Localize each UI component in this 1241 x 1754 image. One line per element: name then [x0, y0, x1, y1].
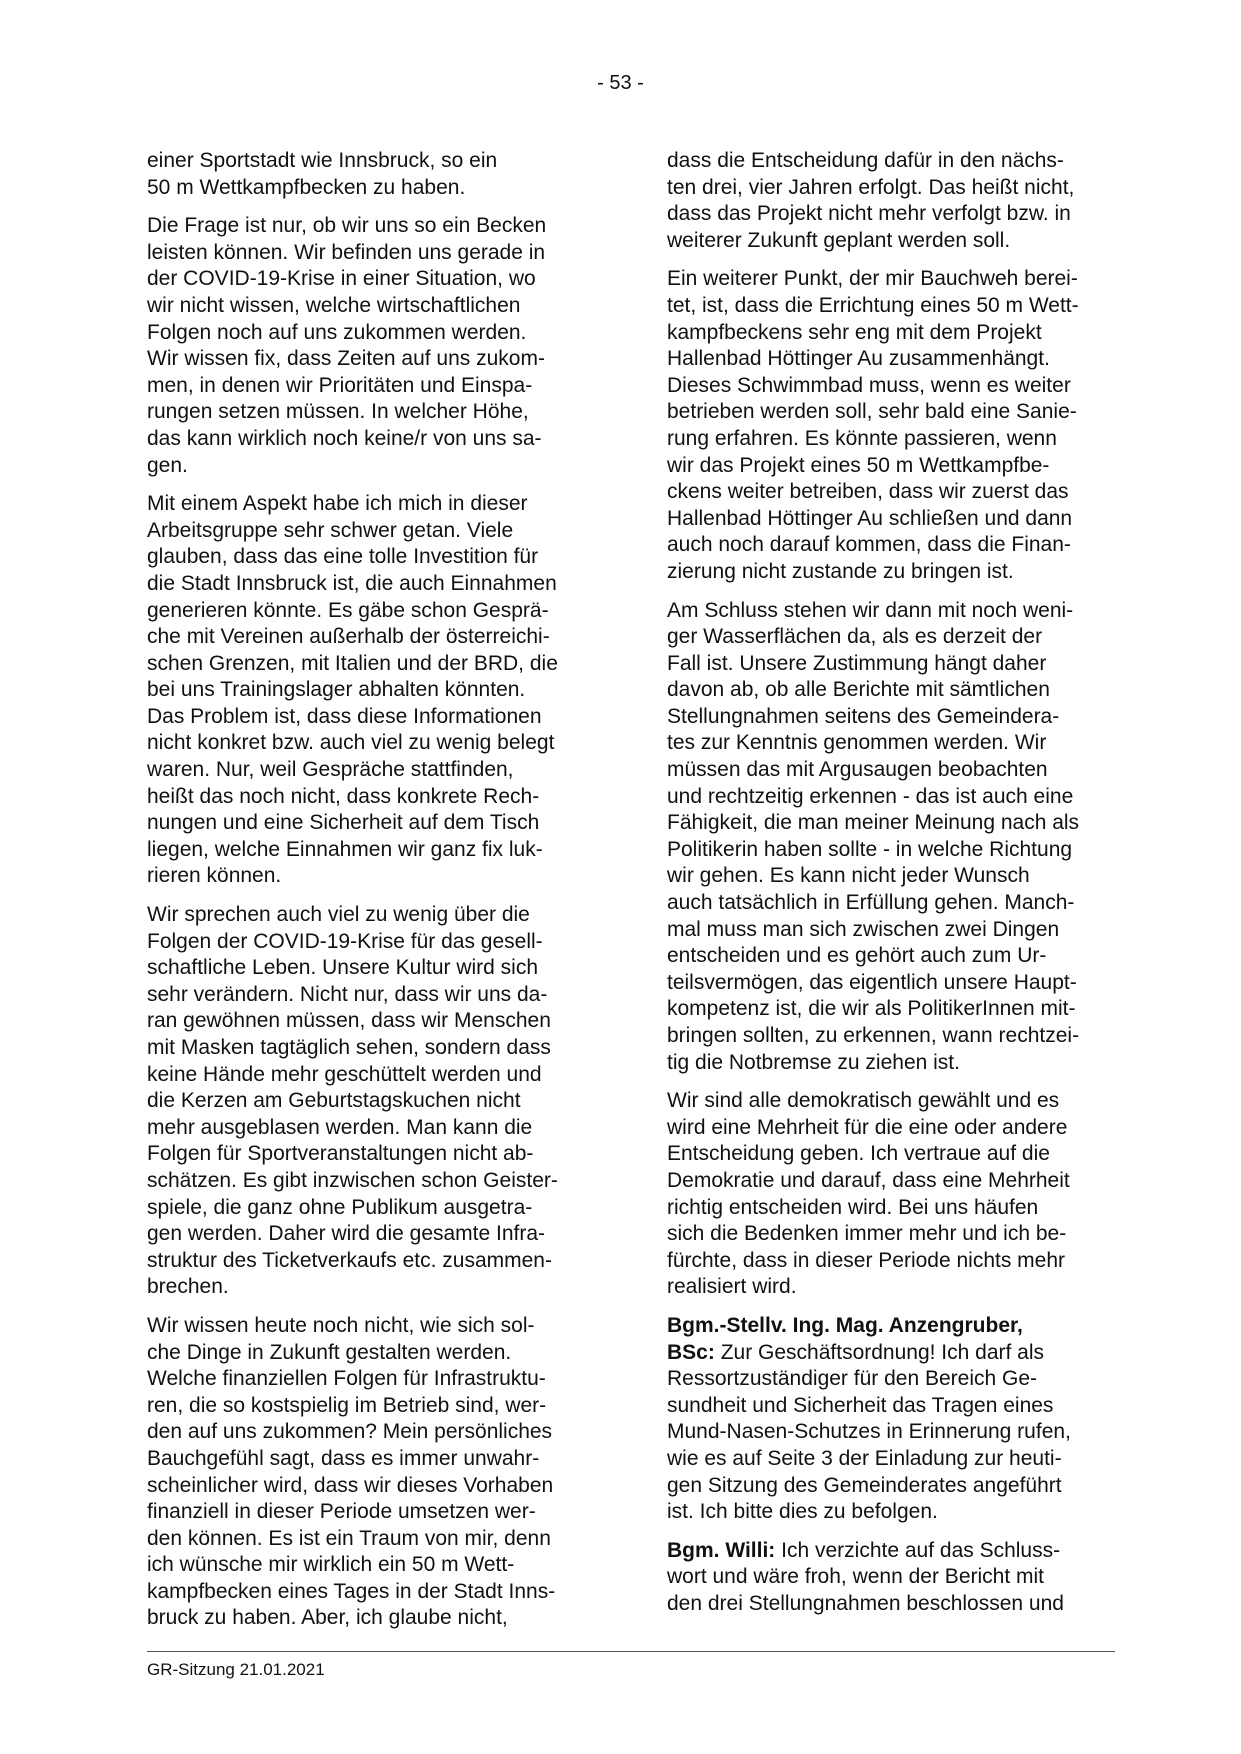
- footer-session-date: GR-Sitzung 21.01.2021: [147, 1660, 325, 1679]
- page-number: - 53 -: [597, 72, 644, 94]
- left-paragraph-1: einer Sportstadt wie Innsbruck, so ein 50 m Wettkampfbecken zu haben.: [147, 149, 498, 199]
- right-paragraph-3: Am Schluss stehen wir dann mit noch weni- ger Wasserflächen da, als es derzeit der Fall ist. Unsere Zustimmung hängt daher davon ab, ob alle Berichte mit sämtlichen Stellungnahmen seitens des Gemeindera- tes zur Kenntnis genommen werden. Wir müssen das mit Argusaugen beobachten und rechtzeitig erkennen - das ist auch eine Fähigkeit, die man meiner Meinung nach als Politikerin haben sollte - in welche Richtung wir gehen. Es kann nicht jeder Wunsch auch tatsächlich in Erfüllung gehen. Manch- mal muss man sich zwischen zwei Dingen entscheiden und es gehört auch zum Ur- teilsvermögen, das eigentlich unsere Haupt- kompetenz ist, die wir als PolitikerInnen mit- bringen sollten, zu erkennen, wann rechtzei- tig die Notbremse zu ziehen ist.: [667, 598, 1080, 1074]
- right-paragraph-4: Wir sind alle demokratisch gewählt und es wird eine Mehrheit für die eine oder andere Entscheidung geben. Ich vertraue auf die Demokratie und darauf, dass eine Mehrheit richtig entscheiden wird. Bei uns häufen sich die Bedenken immer mehr und ich be- fürchte, dass in dieser Periode nichts mehr realisiert wird.: [667, 1089, 1070, 1299]
- right-paragraph-2: Ein weiterer Punkt, der mir Bauchweh berei- tet, ist, dass die Errichtung eines 50 m Wett- kampfbeckens sehr eng mit dem Projekt Hallenbad Höttinger Au zusammenhängt. Dieses Schwimmbad muss, wenn es weiter betrieben werden soll, sehr bald eine Sanie- rung erfahren. Es könnte passieren, wenn wir das Projekt eines 50 m Wettkampfbe- ckens weiter betreiben, dass wir zuerst das Hallenbad Höttinger Au schließen und dann auch noch darauf kommen, dass die Finan- zierung nicht zustande zu bringen ist.: [667, 267, 1079, 583]
- left-paragraph-3: Mit einem Aspekt habe ich mich in dieser Arbeitsgruppe sehr schwer getan. Viele glauben, dass das eine tolle Investition für die Stadt Innsbruck ist, die auch Einnahmen generieren könnte. Es gäbe schon Gesprä- che mit Vereinen außerhalb der österreichi- schen Grenzen, mit Italien und der BRD, die bei uns Trainingslager abhalten könnten. Das Problem ist, dass diese Informationen nicht konkret bzw. auch viel zu wenig belegt waren. Nur, weil Gespräche stattfinden, heißt das noch nicht, dass konkrete Rech- nungen und eine Sicherheit auf dem Tisch liegen, welche Einnahmen wir ganz fix luk- rieren können.: [147, 492, 558, 888]
- left-paragraph-5: Wir wissen heute noch nicht, wie sich sol- che Dinge in Zukunft gestalten werden. Welche finanziellen Folgen für Infrastruktu- ren, die so kostspielig im Betrieb sind, wer- den auf uns zukommen? Mein persönliches Bauchgefühl sagt, dass es immer unwahr- scheinlicher wird, dass wir dieses Vorhaben finanziell in dieser Periode umsetzen wer- den können. Es ist ein Traum von mir, denn ich wünsche mir wirklich ein 50 m Wett- kampfbecken eines Tages in der Stadt Inns- bruck zu haben. Aber, ich glaube nicht,: [147, 1313, 556, 1630]
- right-paragraph-5: [667, 1313, 1107, 1526]
- right-paragraph-6: [667, 1538, 1107, 1618]
- right-paragraph-1: dass die Entscheidung dafür in den nächs- ten drei, vier Jahren erfolgt. Das heißt nicht, dass das Projekt nicht mehr verfolgt bzw. in weiterer Zukunft geplant werden soll.: [667, 149, 1075, 252]
- speaker-anzengruber: Bgm.-Stellv. Ing. Mag. Anzengruber, BSc:: [667, 1313, 1023, 1364]
- footer-divider: [147, 1651, 1115, 1652]
- left-paragraph-4: Wir sprechen auch viel zu wenig über die Folgen der COVID-19-Krise für das gesell- schaftliche Leben. Unsere Kultur wird sich sehr verändern. Nicht nur, dass wir uns da- ran gewöhnen müssen, dass wir Menschen mit Masken tagtäglich sehen, sondern dass keine Hände mehr geschüttelt werden und die Kerzen am Geburtstagskuchen nicht mehr ausgeblasen werden. Man kann die Folgen für Sportveranstaltungen nicht ab- schätzen. Es gibt inzwischen schon Geister- spiele, die ganz ohne Publikum ausgetra- gen werden. Daher wird die gesamte Infra- struktur des Ticketverkaufs etc. zusammen- brechen.: [147, 903, 558, 1299]
- left-paragraph-2: Die Frage ist nur, ob wir uns so ein Becken leisten können. Wir befinden uns gerade in der COVID-19-Krise in einer Situation, wo wir nicht wissen, welche wirtschaftlichen Folgen noch auf uns zukommen werden. Wir wissen fix, dass Zeiten auf uns zukom- men, in denen wir Prioritäten und Einspa- rungen setzen müssen. In welcher Höhe, das kann wirklich noch keine/r von uns sa- gen.: [147, 214, 547, 477]
- statement-willi: Ich verzichte auf das Schluss- wort und wäre froh, wenn der Bericht mit den drei Stellungnahmen beschlossen und: [667, 1538, 1064, 1615]
- statement-anzengruber: Zur Geschäftsordnung! Ich darf als Ressortzuständiger für den Bereich Ge- sundheit und Sicherheit das Tragen eines Mund-Nasen-Schutzes in Erinnerung rufen, wie es auf Seite 3 der Einladung zur heuti- gen Sitzung des Gemeinderates angeführt ist. Ich bitte dies zu befolgen.: [667, 1340, 1071, 1524]
- left-column: [147, 148, 587, 1644]
- speaker-willi: Bgm. Willi:: [667, 1538, 776, 1562]
- right-column: [667, 148, 1107, 1629]
